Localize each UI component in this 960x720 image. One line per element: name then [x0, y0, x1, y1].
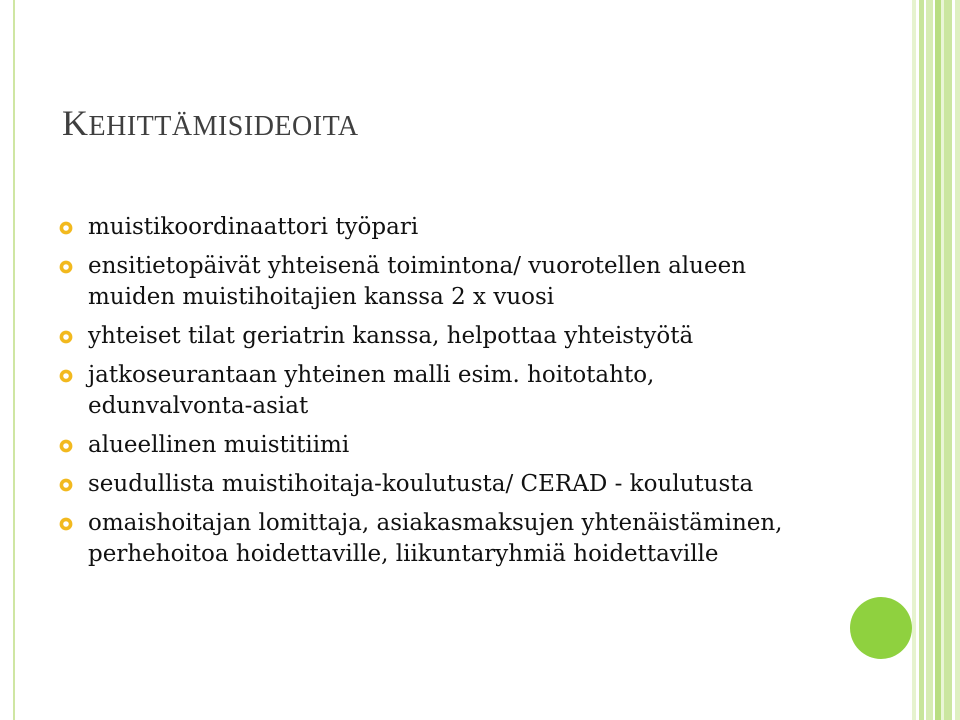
bullet-text: yhteiset tilat geriatrin kanssa, helpottaa yhteistyötä	[88, 323, 694, 349]
list-item	[58, 508, 818, 570]
slide-title-rest: EHITTÄMISIDEOITA	[88, 111, 359, 142]
bullet-text: jatkoseurantaan yhteinen malli esim. hoitotahto, edunvalvonta-asiat	[88, 362, 655, 419]
ring-bullet-icon	[59, 517, 73, 531]
ring-bullet-icon	[59, 330, 73, 344]
bullet-text: muistikoordinaattori työpari	[88, 214, 419, 240]
list-item	[58, 430, 818, 461]
ring-bullet-icon	[59, 439, 73, 453]
list-item	[58, 321, 818, 352]
bullet-text: alueellinen muistitiimi	[88, 432, 350, 458]
bullet-text: seudullista muistihoitaja-koulutusta/ CERAD - koulutusta	[88, 471, 754, 497]
stripe	[944, 0, 952, 720]
ring-bullet-icon	[59, 260, 73, 274]
stripe	[926, 0, 933, 720]
left-accent-line	[13, 0, 15, 720]
list-item	[58, 469, 818, 500]
bullet-list	[58, 212, 818, 578]
stripe	[955, 0, 960, 720]
slide-title	[62, 102, 359, 144]
slide-title-initial: K	[62, 103, 89, 143]
ring-bullet-icon	[59, 478, 73, 492]
list-item	[58, 212, 818, 243]
ring-bullet-icon	[59, 221, 73, 235]
ring-bullet-icon	[59, 369, 73, 383]
bullet-text: ensitietopäivät yhteisenä toimintona/ vuorotellen alueen muiden muistihoitajien kanssa 2 x vuosi	[88, 253, 747, 310]
right-stripe-decoration	[912, 0, 960, 720]
bullet-text: omaishoitajan lomittaja, asiakasmaksujen yhtenäistäminen, perhehoitoa hoidettaville, liikuntaryhmiä hoidettaville	[88, 510, 783, 567]
list-item	[58, 360, 818, 422]
list-item	[58, 251, 818, 313]
green-circle-decoration	[850, 597, 912, 659]
